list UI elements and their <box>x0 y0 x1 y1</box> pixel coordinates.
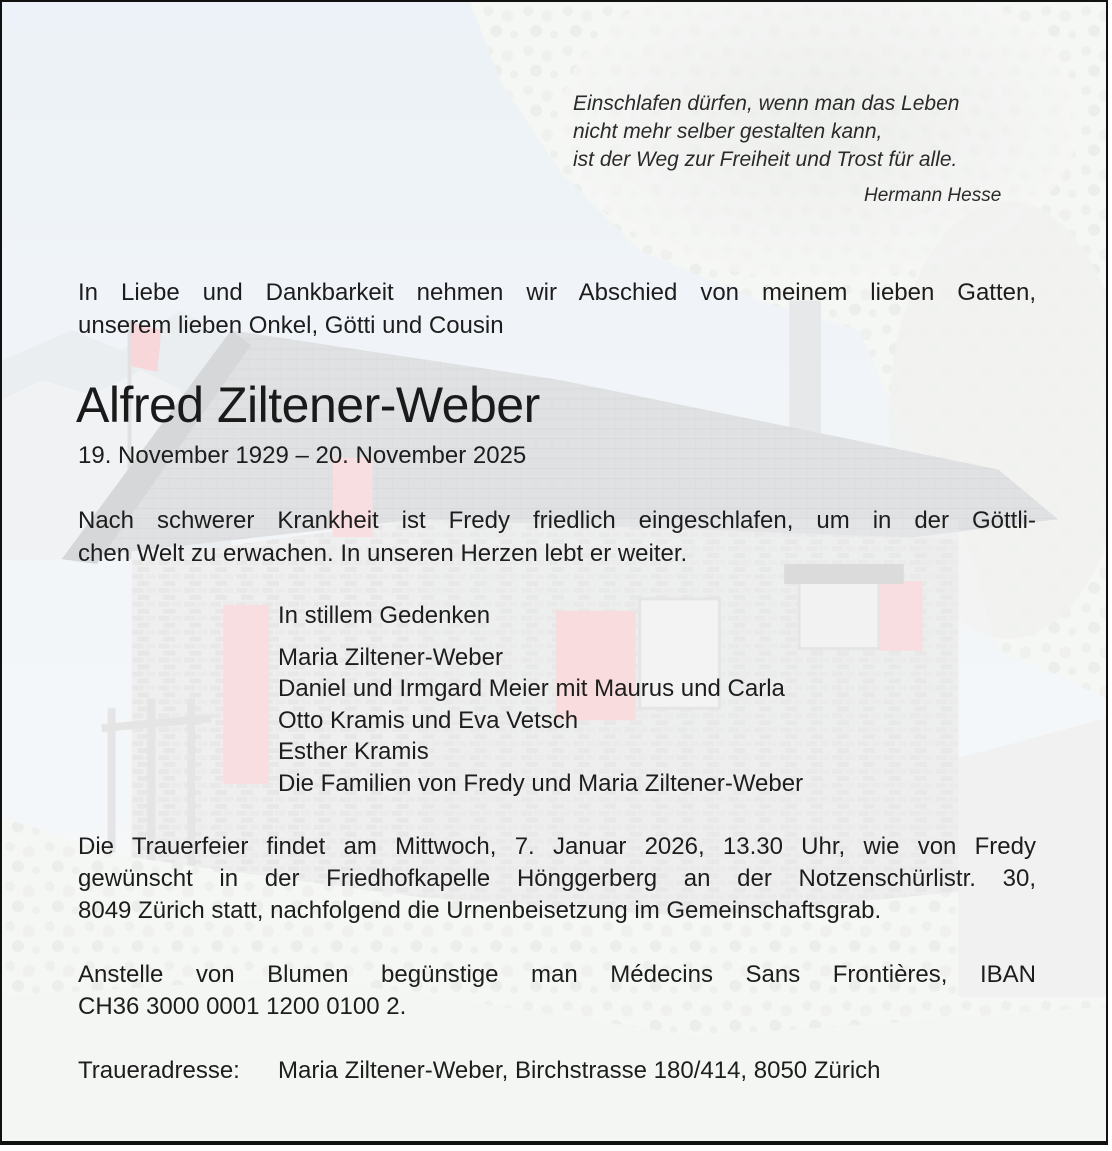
mourners-list <box>278 600 803 799</box>
mourner-name: Maria Ziltener-Weber <box>278 643 503 671</box>
notice-content <box>2 2 1106 1141</box>
intro-text <box>78 276 1036 342</box>
quote-author: Hermann Hesse <box>864 185 1002 206</box>
address-label: Traueradresse: <box>78 1057 240 1084</box>
address-value: Maria Ziltener-Weber, Birchstrasse 180/414, 8050 Zürich <box>278 1057 881 1084</box>
quote-line: nicht mehr selber gestalten kann, <box>573 120 883 143</box>
deceased-name: Alfred Ziltener-Weber <box>76 377 540 433</box>
donation-line: Anstelle von Blumen begünstige man Médecins Sans Frontières, IBAN <box>78 961 1036 988</box>
message-text <box>78 504 1036 570</box>
quote-line: Einschlafen dürfen, wenn man das Leben <box>573 92 960 115</box>
mourner-name: Esther Kramis <box>278 738 429 765</box>
mourner-name: Die Familien von Fredy und Maria Ziltener-Weber <box>278 769 804 797</box>
donation-text <box>78 959 1036 1023</box>
donation-line: CH36 3000 0001 1200 0100 2. <box>78 993 407 1020</box>
ceremony-line: 8049 Zürich statt, nachfolgend die Urnenbeisetzung im Gemeinschaftsgrab. <box>78 897 882 924</box>
intro-line: In Liebe und Dankbarkeit nehmen wir Abschied von meinem lieben Gatten, <box>78 279 1036 306</box>
mourning-address <box>78 1055 881 1087</box>
mourner-name: Otto Kramis und Eva Vetsch <box>278 706 579 734</box>
quote-line: ist der Weg zur Freiheit und Trost für alle. <box>573 148 958 171</box>
ceremony-line: gewünscht in der Friedhofkapelle Hönggerberg an der Notzenschürlistr. 30, <box>78 865 1036 892</box>
message-line: Nach schwerer Krankheit ist Fredy friedlich eingeschlafen, um in der Göttli- <box>78 507 1036 534</box>
intro-line: unserem lieben Onkel, Götti und Cousin <box>78 312 504 339</box>
mourner-name: Daniel und Irmgard Meier mit Maurus und Carla <box>278 675 785 702</box>
life-dates: 19. November 1929 – 20. November 2025 <box>78 442 527 469</box>
mourners-heading: In stillem Gedenken <box>278 602 491 629</box>
ceremony-text <box>78 831 1036 927</box>
epigraph-quote <box>573 90 1043 174</box>
message-line: chen Welt zu erwachen. In unseren Herzen lebt er weiter. <box>78 540 688 567</box>
ceremony-line: Die Trauerfeier findet am Mittwoch, 7. Januar 2026, 13.30 Uhr, wie von Fredy <box>78 833 1036 860</box>
